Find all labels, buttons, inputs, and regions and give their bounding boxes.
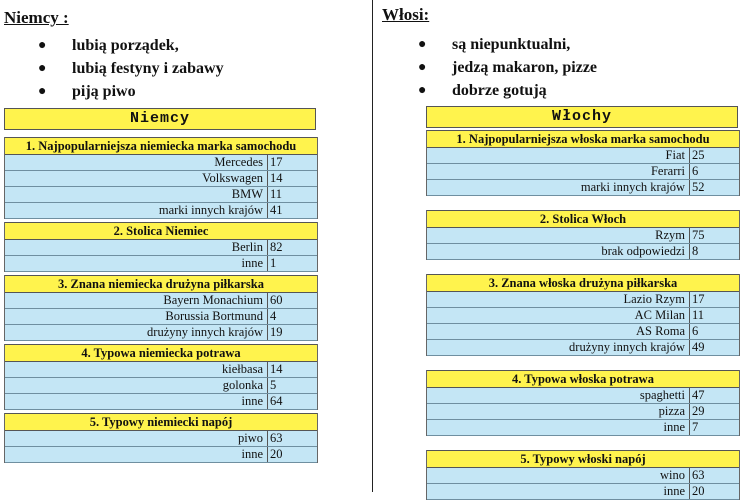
table-row: spaghetti 47	[427, 388, 739, 404]
section-title: 5. Typowy niemiecki napój	[5, 413, 317, 431]
germany-survey-section-3	[4, 275, 318, 341]
section-title: 1. Najpopularniejsza włoska marka samochodu	[427, 130, 739, 148]
table-row: marki innych krajów 52	[427, 180, 739, 196]
germany-survey-section-1	[4, 137, 318, 219]
table-row: Mercedes 17	[5, 155, 317, 171]
table-row: kiełbasa 14	[5, 362, 317, 378]
section-title: 4. Typowa niemiecka potrawa	[5, 344, 317, 362]
bullet-dot-icon: ●	[38, 38, 47, 53]
germany-title-box: Niemcy	[4, 108, 316, 130]
table-row: pizza 29	[427, 404, 739, 420]
table-row: drużyny innych krajów 19	[5, 325, 317, 341]
section-title: 4. Typowa włoska potrawa	[427, 370, 739, 388]
table-row: Ferarri 6	[427, 164, 739, 180]
section-title: 3. Znana włoska drużyna piłkarska	[427, 274, 739, 292]
table-row: AS Roma 6	[427, 324, 739, 340]
column-divider	[372, 0, 373, 492]
germany-traits-list	[38, 34, 224, 103]
table-row: wino 63	[427, 468, 739, 484]
italy-survey-section-1	[426, 130, 740, 196]
table-row: Borussia Bortmund 4	[5, 309, 317, 325]
germany-trait: ● piją piwo	[72, 80, 224, 103]
germany-trait: ● lubią festyny i zabawy	[72, 57, 224, 80]
italy-heading: Włosi:	[382, 5, 430, 24]
table-row: marki innych krajów 41	[5, 203, 317, 219]
table-row: inne 1	[5, 256, 317, 272]
italy-survey-section-4	[426, 370, 740, 436]
germany-trait: ● lubią porządek,	[72, 34, 224, 57]
table-row: Fiat 25	[427, 148, 739, 164]
table-row: BMW 11	[5, 187, 317, 203]
table-row: Volkswagen 14	[5, 171, 317, 187]
bullet-dot-icon: ●	[418, 83, 427, 98]
table-row: inne 20	[5, 447, 317, 463]
italy-survey-section-3	[426, 274, 740, 356]
section-title: 1. Najpopularniejsza niemiecka marka samochodu	[5, 137, 317, 155]
germany-survey-section-4	[4, 344, 318, 410]
table-row: Berlin 82	[5, 240, 317, 256]
table-row: Bayern Monachium 60	[5, 293, 317, 309]
table-row: inne 7	[427, 420, 739, 436]
table-row: drużyny innych krajów 49	[427, 340, 739, 356]
table-row: inne 20	[427, 484, 739, 500]
italy-trait: ● są niepunktualni,	[452, 33, 597, 56]
table-row: AC Milan 11	[427, 308, 739, 324]
table-row: piwo 63	[5, 431, 317, 447]
bullet-dot-icon: ●	[418, 37, 427, 52]
bullet-dot-icon: ●	[38, 61, 47, 76]
germany-survey-section-5	[4, 413, 318, 463]
table-row: inne 64	[5, 394, 317, 410]
section-title: 2. Stolica Niemiec	[5, 222, 317, 240]
table-row: golonka 5	[5, 378, 317, 394]
table-row: brak odpowiedzi 8	[427, 244, 739, 260]
bullet-dot-icon: ●	[38, 84, 47, 99]
italy-title-box: Włochy	[426, 106, 738, 128]
italy-trait: ● dobrze gotują	[452, 79, 597, 102]
italy-survey-section-5	[426, 450, 740, 500]
germany-heading: Niemcy :	[4, 8, 69, 27]
germany-survey-section-2	[4, 222, 318, 272]
italy-survey-section-2	[426, 210, 740, 260]
section-title: 5. Typowy włoski napój	[427, 450, 739, 468]
bullet-dot-icon: ●	[418, 60, 427, 75]
section-title: 3. Znana niemiecka drużyna piłkarska	[5, 275, 317, 293]
italy-trait: ● jedzą makaron, pizze	[452, 56, 597, 79]
table-row: Lazio Rzym 17	[427, 292, 739, 308]
italy-traits-list	[418, 33, 598, 102]
section-title: 2. Stolica Włoch	[427, 210, 739, 228]
table-row: Rzym 75	[427, 228, 739, 244]
